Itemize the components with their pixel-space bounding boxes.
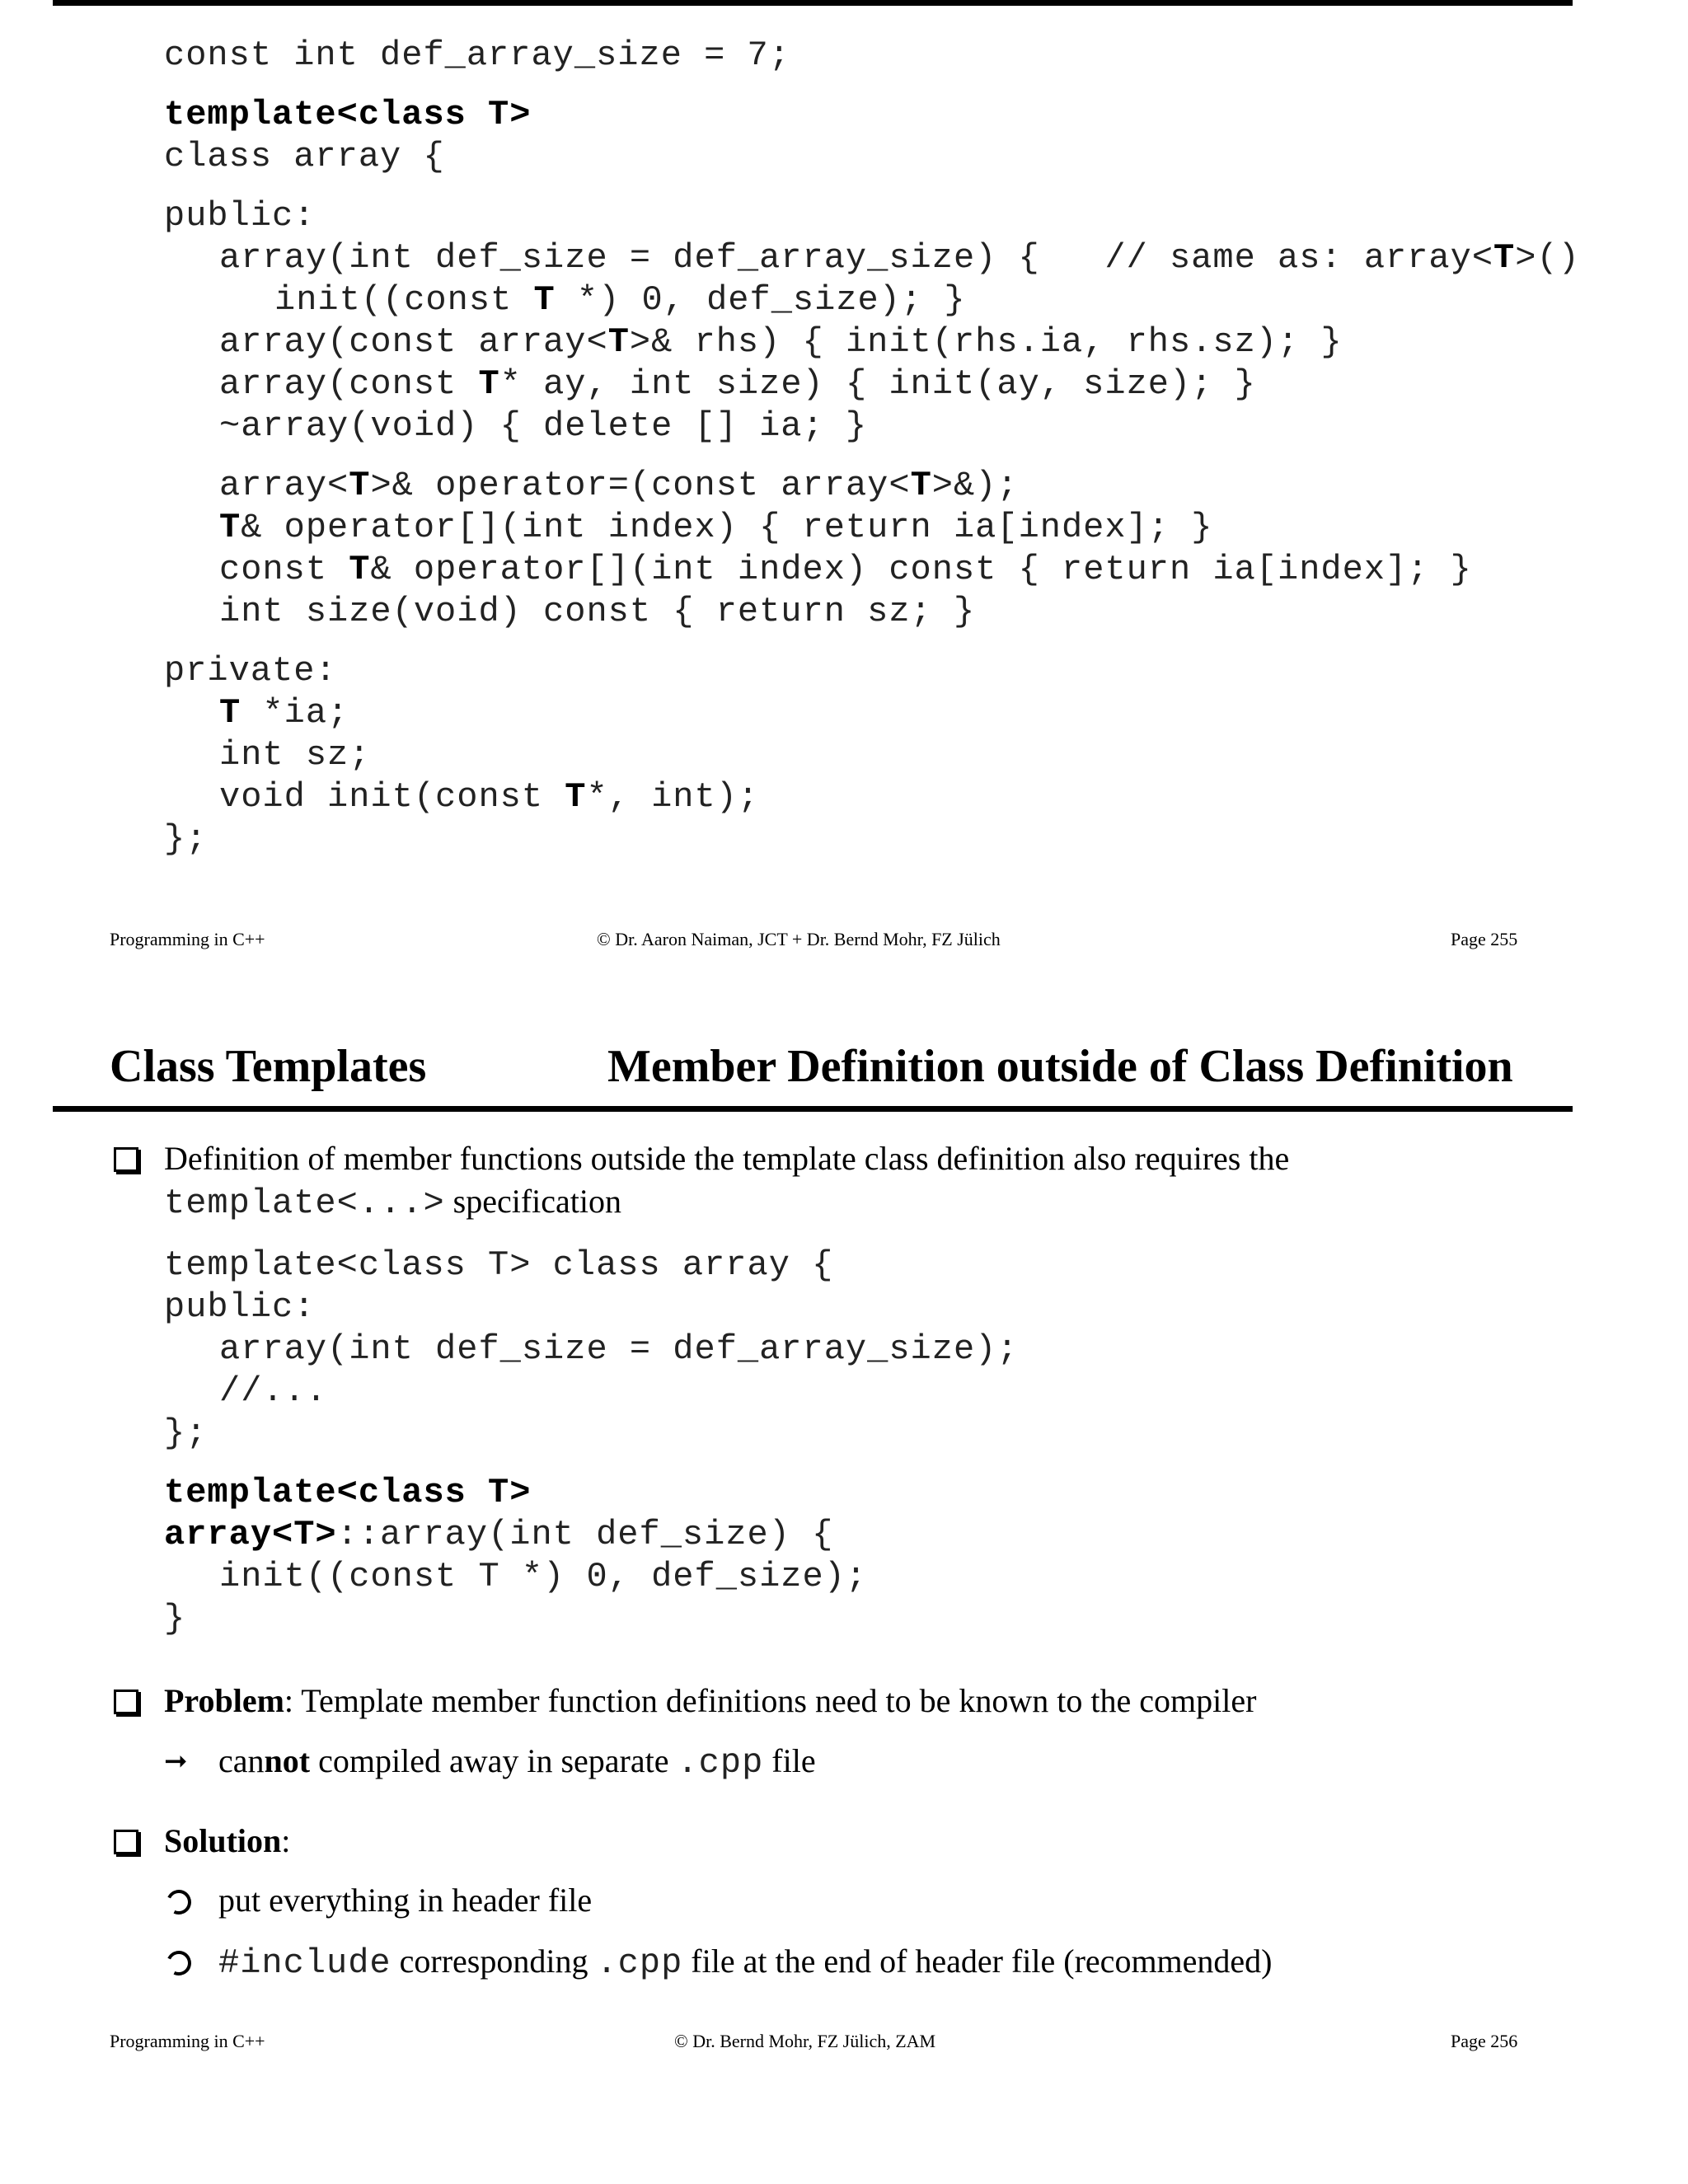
code-token-bold: T [1493, 238, 1516, 278]
consequence-post: compiled away in separate [310, 1742, 678, 1779]
code-token: private: [164, 651, 337, 691]
code-block-array-class [164, 35, 1580, 860]
checkbox-bullet-icon [114, 1690, 138, 1714]
code-line [164, 776, 1580, 818]
code-line [164, 321, 1580, 363]
code-token-bold: T [533, 280, 556, 320]
code-token-bold: T [349, 466, 371, 505]
code-line [164, 549, 1580, 591]
top-rule [53, 0, 1573, 6]
code-token: //... [219, 1371, 328, 1411]
code-token: array(int def_size = def_array_size); [219, 1329, 1019, 1369]
specification-word: specification [444, 1183, 622, 1220]
page-subtitle: Member Definition outside of Class Definition [607, 1041, 1513, 1092]
code-token: array(const [219, 364, 479, 404]
problem-text: : Template member function definitions need to be known to the compiler [284, 1682, 1257, 1719]
code-token-bold: template<class T> [164, 1473, 532, 1512]
code-gap [164, 448, 1580, 465]
code-token: }; [164, 819, 208, 859]
code-token: array(int def_size = def_array_size) { // same as: array< [219, 238, 1494, 278]
footer-right-p255: Page 255 [1451, 929, 1518, 949]
code-token-bold: T [219, 508, 241, 547]
bullet-text-definition-line2 [164, 1182, 621, 1223]
code-token: & operator[](int index) const { return ia[index]; } [370, 550, 1472, 589]
problem-statement [164, 1681, 1256, 1720]
code-token: int sz; [219, 735, 371, 775]
code-token-bold: T [910, 466, 932, 505]
consequence-text [218, 1741, 816, 1783]
consequence-end: file [763, 1742, 816, 1779]
solution-label: Solution [164, 1822, 282, 1859]
code-line [164, 1286, 1019, 1329]
code-line [164, 650, 1580, 692]
bullet-text-definition: Definition of member functions outside the template class definition also requires the [164, 1140, 1290, 1177]
solution-option-2-end: file at the end of header file (recommended) [682, 1943, 1273, 1980]
code-line [164, 1598, 1019, 1640]
code-line [164, 1556, 1019, 1598]
code-gap [164, 1455, 1019, 1472]
footer-center-p255: © Dr. Aaron Naiman, JCT + Dr. Bernd Mohr, FZ Jülich [597, 929, 1001, 949]
footer-left-p255: Programming in C++ [110, 929, 265, 949]
code-token: init((const T *) 0, def_size); [219, 1557, 868, 1596]
code-line [164, 734, 1580, 776]
code-token: >& operator=(const array< [370, 466, 911, 505]
problem-label: Problem [164, 1682, 284, 1719]
code-token-bold: array<T> [164, 1515, 337, 1554]
code-line [164, 1371, 1019, 1413]
arrow-right-icon: ➞ [164, 1745, 188, 1778]
checkbox-bullet-icon [114, 1147, 138, 1172]
code-token: template<class T> class array { [164, 1245, 834, 1285]
code-token: *, int); [586, 777, 760, 817]
code-line [164, 237, 1580, 279]
code-token-bold: T [349, 550, 371, 589]
code-token: array< [219, 466, 349, 505]
code-line [164, 279, 1580, 321]
code-token: init((const [274, 280, 534, 320]
code-line [164, 1514, 1019, 1556]
code-token: array(const array< [219, 322, 608, 362]
code-token: public: [164, 1287, 316, 1327]
template-spec-code: template<...> [164, 1183, 445, 1223]
cpp-extension: .cpp [677, 1743, 764, 1783]
include-directive: #include [218, 1943, 392, 1983]
code-line [164, 1472, 1019, 1514]
consequence-not: not [264, 1742, 311, 1779]
code-token-bold: T [607, 322, 630, 362]
code-token: * ay, int size) { init(ay, size); } [499, 364, 1256, 404]
code-token: const int def_array_size = 7; [164, 35, 790, 75]
code-gap [164, 178, 1580, 195]
code-token: >() [1515, 238, 1580, 278]
page-title: Class Templates [110, 1041, 427, 1092]
code-token: >& rhs) { init(rhs.ia, rhs.sz); } [629, 322, 1343, 362]
footer-center-p256: © Dr. Bernd Mohr, FZ Jülich, ZAM [674, 2031, 936, 2051]
solution-colon: : [281, 1822, 291, 1859]
code-line [164, 465, 1580, 507]
code-token: } [164, 1599, 186, 1638]
code-line [164, 363, 1580, 405]
code-token-bold: template<class T> [164, 95, 532, 134]
footer-right-p256: Page 256 [1451, 2031, 1518, 2051]
code-line [164, 1413, 1019, 1455]
consequence-pre: can [218, 1742, 265, 1779]
circle-bullet-icon [163, 1947, 195, 1979]
code-token: & operator[](int index) { return ia[index]; } [241, 508, 1213, 547]
checkbox-bullet-icon [114, 1830, 138, 1854]
code-line [164, 195, 1580, 237]
code-token-bold: T [478, 364, 500, 404]
code-token: ::array(int def_size) { [336, 1515, 834, 1554]
footer-left-p256: Programming in C++ [110, 2031, 265, 2051]
code-token: int size(void) const { return sz; } [219, 592, 976, 631]
circle-bullet-icon [163, 1886, 195, 1918]
solution-option-2 [218, 1942, 1273, 1983]
solution-heading [164, 1821, 290, 1860]
code-line [164, 692, 1580, 734]
code-line [164, 35, 1580, 77]
code-line [164, 1244, 1019, 1286]
code-line [164, 1329, 1019, 1371]
code-token: }; [164, 1413, 208, 1453]
code-token-bold: T [219, 693, 241, 733]
code-token: ~array(void) { delete [] ia; } [219, 406, 868, 446]
code-token: >&); [931, 466, 1019, 505]
code-token: void init(const [219, 777, 565, 817]
code-line [164, 507, 1580, 549]
code-line [164, 405, 1580, 448]
code-gap [164, 77, 1580, 94]
code-token: *) 0, def_size); } [555, 280, 966, 320]
cpp-extension: .cpp [596, 1943, 683, 1983]
code-block-member-definition [164, 1244, 1019, 1640]
code-line [164, 818, 1580, 860]
code-line [164, 94, 1580, 136]
code-gap [164, 633, 1580, 650]
code-token: class array { [164, 137, 445, 176]
code-token: public: [164, 196, 316, 236]
code-line [164, 591, 1580, 633]
code-line [164, 136, 1580, 178]
corresponding-word: corresponding [391, 1943, 597, 1980]
code-token-bold: T [565, 777, 587, 817]
title-rule [53, 1106, 1573, 1112]
solution-option-1: put everything in header file [218, 1882, 593, 1919]
code-token: *ia; [241, 693, 349, 733]
code-token: const [219, 550, 349, 589]
